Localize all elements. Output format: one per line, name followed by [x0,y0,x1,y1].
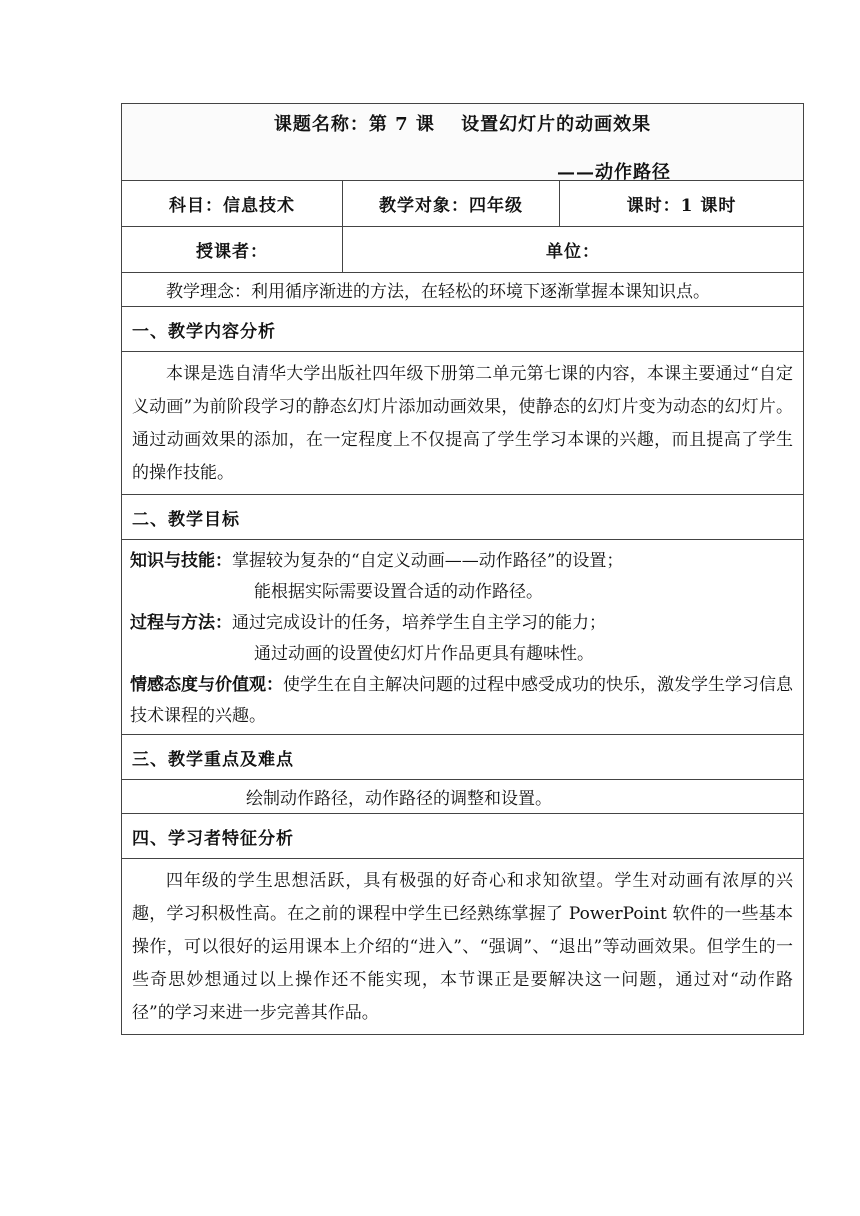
process-line-1 [130,608,793,639]
knowledge-line-1 [130,546,793,577]
emotion-label: 情感态度与价值观： [130,675,284,695]
subject-cell: 科目：信息技术 [122,181,343,227]
content-analysis-text: 本课是选自清华大学出版社四年级下册第二单元第七课的内容，本课主要通过“自定义动画”为前阶段学习的静态幻灯片添加动画效果，使静态的幻灯片变为动态的幻灯片。通过动画效果的添加，在一定程度上不仅提高了学生学习本课的兴趣，而且提高了学生的操作技能。 [132,364,794,483]
key-points-heading: 三、教学重点及难点 [122,735,804,780]
knowledge-text-1: 掌握较为复杂的“自定义动画——动作路径”的设置； [232,551,624,571]
learners-cell [122,859,804,1035]
philosophy-text: 教学理念：利用循序渐进的方法，在轻松的环境下逐渐掌握本课知识点。 [166,282,710,302]
lecturer-cell: 授课者： [122,227,343,273]
content-analysis-cell [122,352,804,495]
philosophy-cell [122,273,804,307]
title-cell [122,104,804,181]
knowledge-text-2: 能根据实际需要设置合适的动作路径。 [254,582,543,602]
lesson-title: 课题名称：第 7 课 设置幻灯片的动画效果 [273,114,652,135]
process-text-2: 通过动画的设置使幻灯片作品更具有趣味性。 [254,644,594,664]
objectives-cell [122,540,804,735]
content-analysis-heading: 一、教学内容分析 [122,307,804,352]
hours-cell: 课时：1 课时 [560,181,804,227]
learners-text: 四年级的学生思想活跃，具有极强的好奇心和求知欲望。学生对动画有浓厚的兴趣，学习积极性高。在之前的课程中学生已经熟练掌握了 PowerPoint 软件的一些基本操作，可以很好的运用课本上介绍的“进入”、“强调”、“退出”等动画效果。但学生的一些奇思妙想通过以上操作还不能实现，本节课正是要解决这一问题，通过对“动作路径”的学习来进一步完善其作品。 [132,871,794,1023]
audience-cell: 教学对象：四年级 [343,181,560,227]
lesson-subtitle: ——动作路径 [557,162,671,183]
lesson-plan-page [121,103,803,1035]
learners-heading: 四、学习者特征分析 [122,814,804,859]
process-label: 过程与方法： [130,613,232,633]
emotion-line [130,670,793,732]
process-text-1: 通过完成设计的任务，培养学生自主学习的能力； [232,613,606,633]
lesson-plan-table [121,103,804,1035]
emotion-text: 使学生在自主解决问题的过程中感受成功的快乐，激发学生学习信息技术课程的兴趣。 [130,675,794,726]
objectives-heading: 二、教学目标 [122,495,804,540]
key-points-cell [122,780,804,814]
knowledge-label: 知识与技能： [130,551,232,571]
unit-cell: 单位： [343,227,804,273]
key-points-text: 绘制动作路径，动作路径的调整和设置。 [246,789,552,809]
